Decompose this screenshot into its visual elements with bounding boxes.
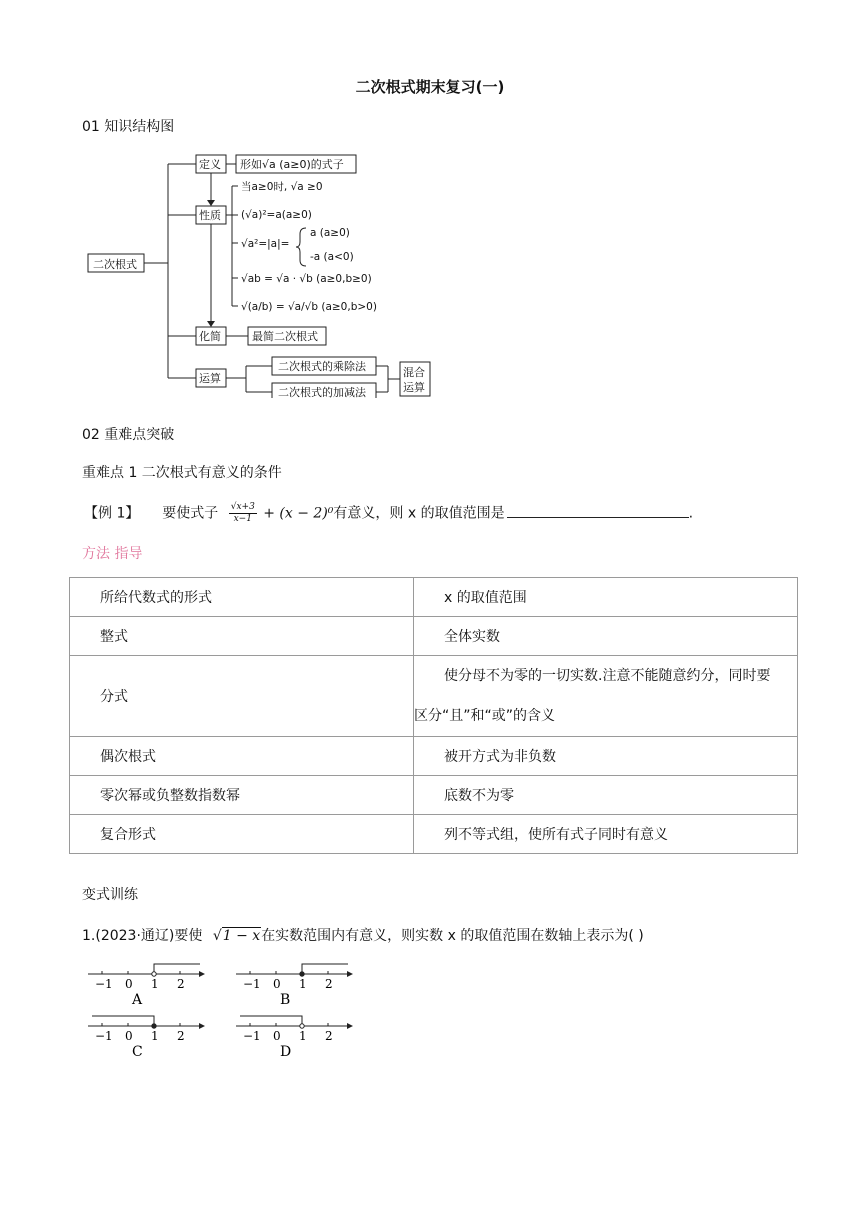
example-expression: + (x − 2)⁰ [263,505,334,522]
property-item-5: √(a/b) = √a/√b (a≥0,b>0) [241,301,377,313]
open-point [300,1024,304,1028]
diagram-operation-label: 运算 [199,372,221,385]
property-item-3b: -a (a<0) [310,251,354,263]
tick-label: 0 [125,977,133,991]
solution-ray [154,964,200,974]
question-1 [82,925,644,945]
practice-title: 变式训练 [82,887,138,903]
number-line-option-a [88,964,204,1008]
table-header-cell: 所给代数式的形式 [70,578,414,617]
example-end: . [688,505,694,522]
table-cell: 分式 [70,656,414,737]
tick-label: 2 [325,977,333,991]
tick-label: 2 [177,1029,185,1043]
page-title: 二次根式期末复习(一) [355,78,505,96]
table-cell-line: 区分“且”和“或”的含义 [414,708,556,724]
question-radical: √1 − x [212,928,261,944]
table-header-cell: x 的取值范围 [414,578,798,617]
table-cell [414,656,798,737]
tick-label: −1 [243,1029,261,1043]
option-label: B [280,992,291,1008]
table-cell-line: 使分母不为零的一切实数.注意不能随意约分，同时要 [444,668,771,684]
example-lead: 要使式子 [162,505,219,522]
keypoint-heading: 重难点 1 二次根式有意义的条件 [82,465,282,481]
diagram-definition-label: 定义 [199,158,221,171]
table-row [70,815,798,854]
diagram-property-label: 性质 [199,209,221,222]
diagram-simplify-label: 化简 [199,330,221,343]
fraction-denominator: x−1 [233,514,252,524]
tick-label: 1 [299,1029,307,1043]
option-label: A [132,992,143,1008]
table-row [70,737,798,776]
solution-ray [302,964,348,974]
property-item-2: (√a)²=a(a≥0) [241,209,312,221]
table-header-row [70,578,798,617]
fraction-numerator: √x+3 [230,502,255,512]
knowledge-structure-diagram [84,148,444,398]
tick-label: 0 [125,1029,133,1043]
diagram-root-label: 二次根式 [93,258,137,271]
property-item-3a: a (a≥0) [310,227,350,239]
tick-label: 1 [151,977,159,991]
table-cell: 列不等式组，使所有式子同时有意义 [414,815,798,854]
diagram-operation-multiply: 二次根式的乘除法 [278,360,366,373]
table-cell: 被开方式为非负数 [414,737,798,776]
tick-label: −1 [95,1029,113,1043]
closed-point [300,972,304,976]
question-suffix: 在实数范围内有意义，则实数 x 的取值范围在数轴上表示为( ) [261,928,644,944]
tick-label: 1 [151,1029,159,1043]
method-guide-title: 方法 指导 [82,546,143,562]
property-item-3: √a²=|a|= [241,238,290,250]
open-point [152,972,156,976]
option-label: C [132,1044,143,1060]
number-line-options [84,958,374,1062]
table-cell: 复合形式 [70,815,414,854]
table-row [70,617,798,656]
tick-label: −1 [95,977,113,991]
closed-point [152,1024,156,1028]
example-tag: 【例 1】 [84,505,140,522]
number-line-option-c [88,1016,204,1060]
answer-blank[interactable] [507,503,689,518]
solution-ray [92,1016,154,1026]
table-cell: 全体实数 [414,617,798,656]
number-line-option-b [236,964,352,1008]
table-cell: 偶次根式 [70,737,414,776]
tick-label: 1 [299,977,307,991]
tick-label: 2 [177,977,185,991]
property-item-4: √ab = √a · √b (a≥0,b≥0) [241,273,372,285]
table-cell: 零次幂或负整数指数幂 [70,776,414,815]
table-cell: 底数不为零 [414,776,798,815]
example-fraction [229,502,257,525]
tick-label: 2 [325,1029,333,1043]
example-tail: 有意义，则 x 的取值范围是 [333,505,505,522]
diagram-definition-content: 形如√a (a≥0)的式子 [240,158,344,171]
property-item-1: 当a≥0时, √a ≥0 [241,181,323,193]
method-table [69,577,798,854]
example-1 [84,502,693,525]
tick-label: −1 [243,977,261,991]
table-row [70,776,798,815]
question-prefix: 1.(2023·通辽)要使 [82,928,203,944]
diagram-mixed-bottom: 运算 [403,381,425,394]
table-cell: 整式 [70,617,414,656]
question-radicand: 1 − x [222,928,261,944]
tick-label: 0 [273,1029,281,1043]
diagram-operation-add: 二次根式的加减法 [278,386,366,398]
section-heading-keypoints: 02 重难点突破 [82,427,175,443]
number-line-option-d [236,1016,352,1060]
option-label: D [280,1044,292,1060]
solution-ray [240,1016,302,1026]
diagram-mixed-top: 混合 [403,366,425,379]
tick-label: 0 [273,977,281,991]
table-row [70,656,798,737]
section-heading-structure: 01 知识结构图 [82,119,175,135]
diagram-simplify-content: 最简二次根式 [252,330,318,343]
